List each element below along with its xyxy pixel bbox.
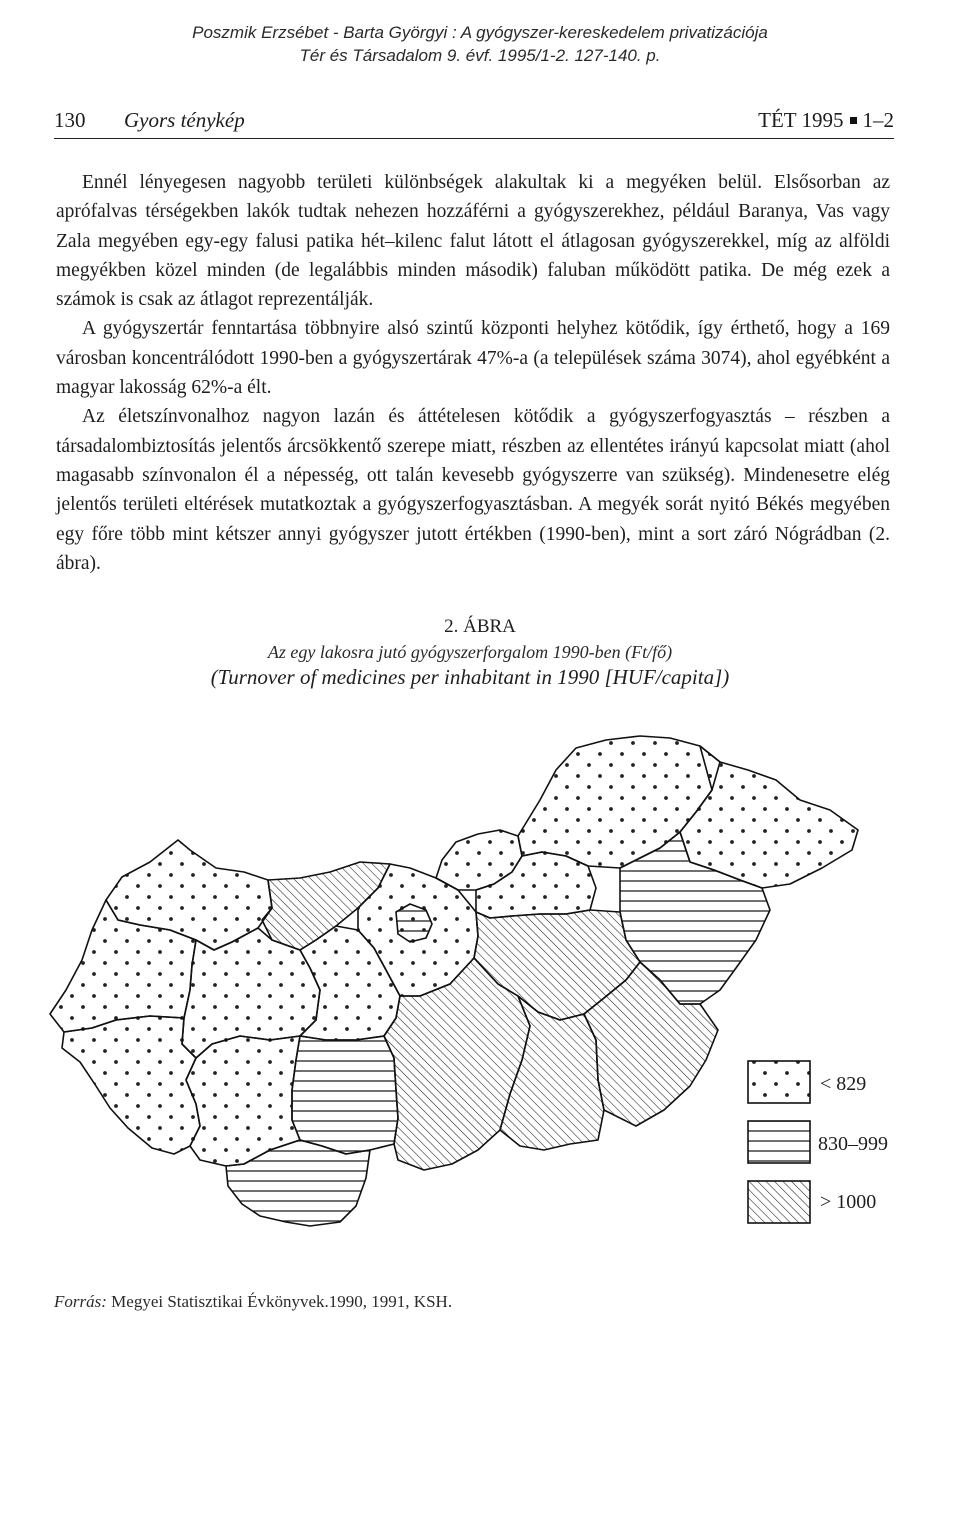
figure-source bbox=[54, 1292, 452, 1312]
figure-title-english: (Turnover of medicines per inhabitant in 1990 [HUF/capita]) bbox=[210, 665, 730, 689]
paragraph-1: Ennél lényegesen nagyobb területi különbségek alakultak ki a megyéken belül. Elsősorban az aprófalvas térségekben lakók tudtak nehezen hozzáférni a gyógyszerekhez, például Baranya, Vas vagy Zala megyében egy-egy falusi patika hét–kilenc falut látott el átlagosan gyógyszerekkel, míg az alföldi megyékben közel minden (de legalábbis minden második) faluban működött patika. De még ezek a számok is csak az átlagot reprezentálják. bbox=[56, 172, 890, 311]
running-header-authors: Poszmik Erzsébet - Barta Györgyi : A gyógyszer-kereskedelem privatizációja bbox=[192, 23, 768, 42]
legend-label-dots: < 829 bbox=[820, 1073, 867, 1095]
figure-number: 2. ÁBRA bbox=[444, 616, 516, 637]
county-szabolcs bbox=[680, 746, 858, 888]
legend-swatch-horizontal bbox=[748, 1121, 810, 1163]
legend-label-diagonal: > 1000 bbox=[820, 1191, 877, 1213]
legend-label-horizontal: 830–999 bbox=[818, 1133, 888, 1155]
source-text: Megyei Statisztikai Évkönyvek.1990, 1991, KSH. bbox=[111, 1292, 453, 1311]
county-tolna bbox=[292, 1036, 398, 1154]
county-map bbox=[0, 700, 960, 1260]
issue-number: 1–2 bbox=[862, 108, 894, 132]
page-header bbox=[54, 108, 894, 139]
legend-swatch-diagonal bbox=[748, 1181, 810, 1223]
square-bullet-icon bbox=[850, 117, 857, 124]
figure-title-hungarian: Az egy lakosra jutó gyógyszerforgalom 1990-ben (Ft/fő) bbox=[267, 642, 673, 662]
page-number: 130 bbox=[54, 108, 86, 132]
map-legend bbox=[748, 1061, 888, 1223]
journal-issue bbox=[758, 108, 894, 133]
section-title: Gyors ténykép bbox=[124, 108, 245, 132]
paragraph-3: Az életszínvonalhoz nagyon lazán és áttételesen kötődik a gyógyszerfogyasztás – részben a társadalombiztosítás jelentős árcsökkentő szerepe miatt, részben az ellentétes irányú kapcsolat miatt (ahol magasabb színvonalon él a népesség, ott talán kevesebb gyógyszerre van szükség). Mindenesetre elég jelentős területi eltérések mutatkoztak a gyógyszerfogyasztásban. A megyék sorát nyitó Békés megyében egy főre több mint kétszer annyi gyógyszer jutott értékben (1990-ben), mint a sort záró Nógrádban (2. ábra). bbox=[56, 406, 890, 574]
journal-name: TÉT 1995 bbox=[758, 108, 844, 132]
legend-swatch-dots bbox=[748, 1061, 810, 1103]
running-header-citation: Tér és Társadalom 9. évf. 1995/1-2. 127-140. p. bbox=[299, 46, 661, 65]
source-label: Forrás: bbox=[54, 1292, 107, 1311]
body-text bbox=[56, 168, 890, 578]
paragraph-2: A gyógyszertár fenntartása többnyire alsó szintű központi helyhez kötődik, így érthető, hogy a 169 városban koncentrálódott 1990-ben a gyógyszertárak 47%-a (a települések száma 3074), ahol egyébként a magyar lakosság 62%-a élt. bbox=[56, 318, 890, 399]
county-budapest bbox=[396, 904, 432, 942]
county-zala bbox=[62, 1016, 200, 1154]
